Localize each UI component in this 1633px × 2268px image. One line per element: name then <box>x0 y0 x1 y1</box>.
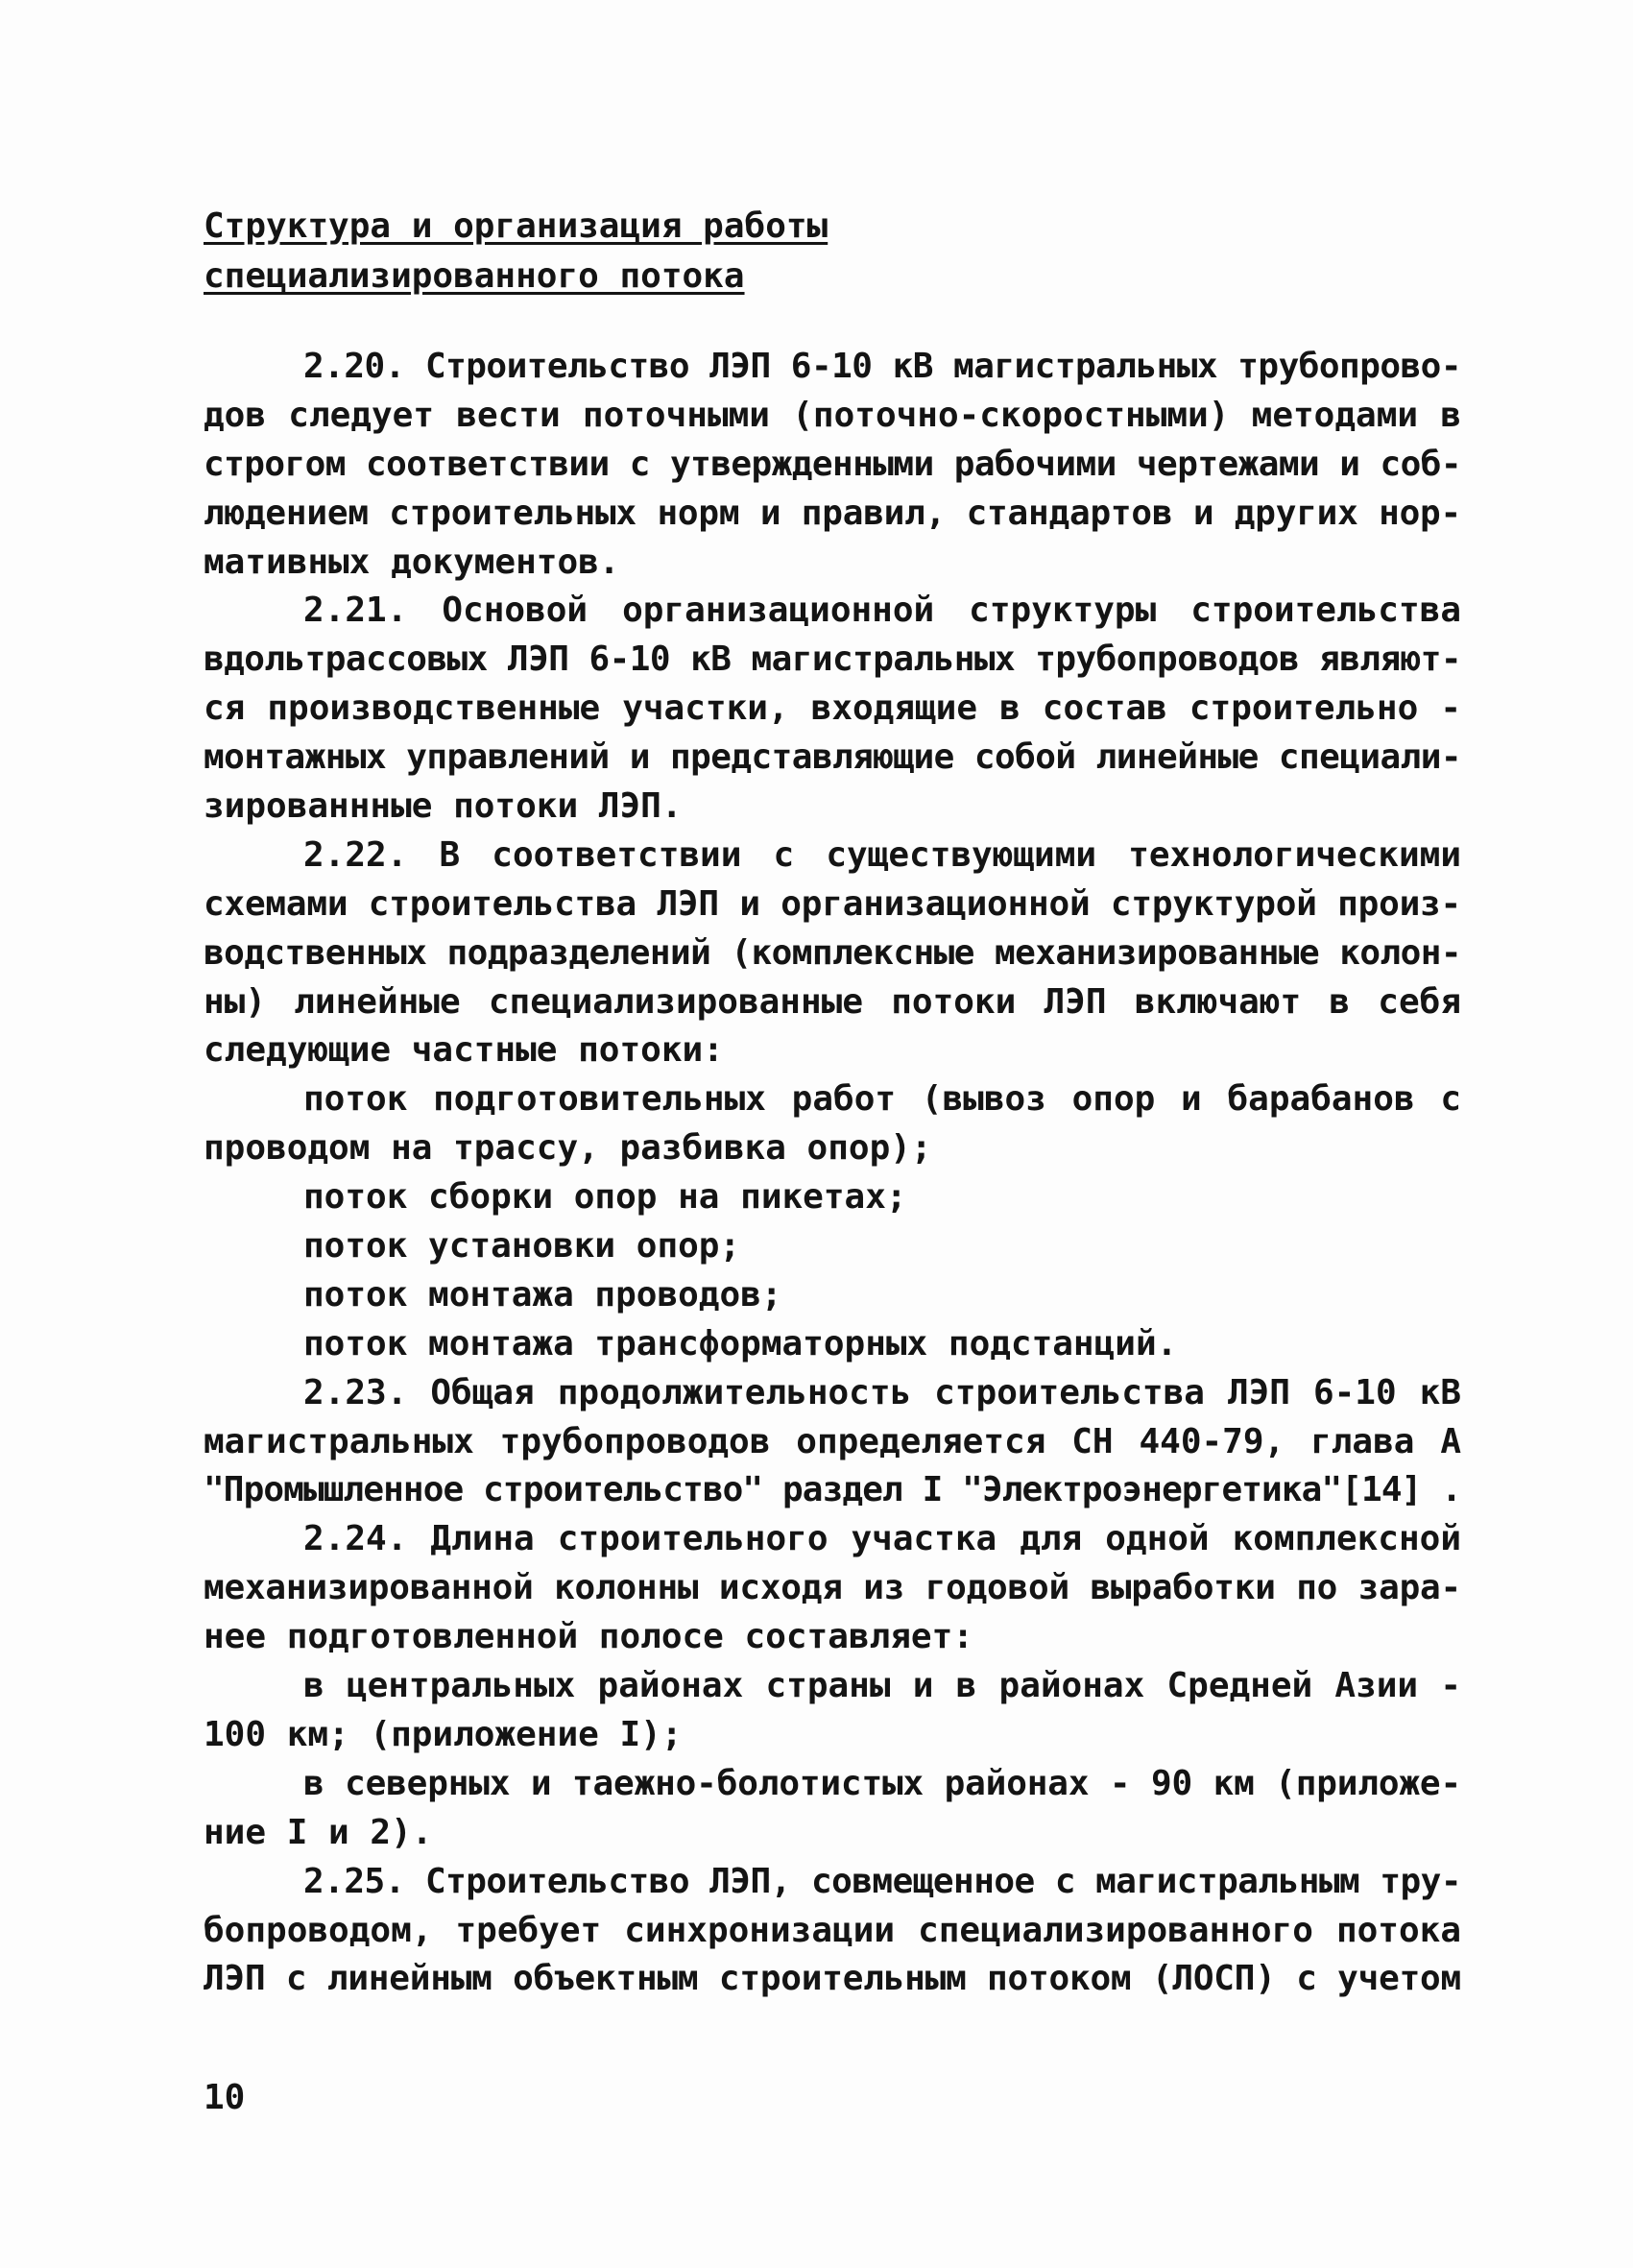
text-line: 2.22. В соответствии с существующими технологическими <box>303 834 1461 875</box>
text-line: поток монтажа трансформаторных подстанций. <box>303 1323 1178 1363</box>
text-line: 2.21. Основой организационной структуры строительства <box>303 591 1461 631</box>
text-line: 2.23. Общая продолжительность строительства ЛЭП 6-10 кВ <box>303 1372 1461 1412</box>
text-line: мативных документов. <box>204 542 620 582</box>
text-line: ние I и 2). <box>204 1812 433 1852</box>
text-line: дов следует вести поточными (поточно-скоростными) методами в <box>204 395 1461 435</box>
text-line: поток установки опор; <box>303 1226 741 1267</box>
text-line: бопроводом, требует синхронизации специализированного потока <box>204 1910 1461 1950</box>
text-line: зированнные потоки ЛЭП. <box>204 786 683 827</box>
text-line: 2.24. Длина строительного участка для одной комплексной <box>303 1519 1461 1559</box>
text-line: 2.20. Строительство ЛЭП 6-10 кВ магистральных трубопрово- <box>303 347 1461 386</box>
section-heading <box>204 202 828 302</box>
text-line: ЛЭП с линейным объектным строительным потоком (ЛОСП) с учетом <box>204 1959 1461 1999</box>
text-line: 2.25. Строительство ЛЭП, совмещенное с магистральным тру- <box>303 1861 1461 1901</box>
text-line: в центральных районах страны и в районах Средней Азии - <box>303 1666 1461 1706</box>
body-text <box>204 343 1480 2004</box>
text-line: монтажных управлений и представляющие собой линейные специали- <box>204 737 1461 778</box>
text-line: механизированной колонны исходя из годовой выработки по зара- <box>204 1568 1461 1608</box>
text-line: нее подготовленной полосе составляет: <box>204 1617 973 1657</box>
text-line: водственных подразделений (комплексные механизированные колон- <box>204 932 1461 973</box>
text-line: схемами строительства ЛЭП и организационной структурой произ- <box>204 883 1461 924</box>
text-line: проводом на трассу, разбивка опор); <box>204 1128 932 1169</box>
text-line: "Промышленное строительство" раздел I "Электроэнергетика"[14] . <box>204 1470 1461 1510</box>
text-line: ны) линейные специализированные потоки ЛЭП включают в себя <box>204 981 1461 1022</box>
text-line: следующие частные потоки: <box>204 1030 724 1071</box>
text-line: ся производственные участки, входящие в состав строительно - <box>204 688 1461 729</box>
page-number: 10 <box>204 2078 246 2117</box>
text-line: 100 км; (приложение I); <box>204 1714 683 1754</box>
text-line: вдольтрассовых ЛЭП 6-10 кВ магистральных трубопроводов являют- <box>204 639 1461 680</box>
text-line: поток сборки опор на пикетах; <box>303 1177 907 1218</box>
text-line: поток монтажа проводов; <box>303 1274 782 1315</box>
text-line: магистральных трубопроводов определяется СН 440-79, глава А <box>204 1421 1461 1461</box>
text-line: людением строительных норм и правил, стандартов и других нор- <box>204 493 1461 533</box>
text-line: поток подготовительных работ (вывоз опор и барабанов с <box>303 1079 1461 1120</box>
text-line: строгом соответствии с утвержденными рабочими чертежами и соб- <box>204 444 1461 484</box>
heading-line: Структура и организация работы <box>204 206 829 246</box>
text-line: в северных и таежно-болотистых районах - 90 км (приложе- <box>303 1763 1462 1803</box>
heading-line: специализированного потока <box>204 256 745 296</box>
